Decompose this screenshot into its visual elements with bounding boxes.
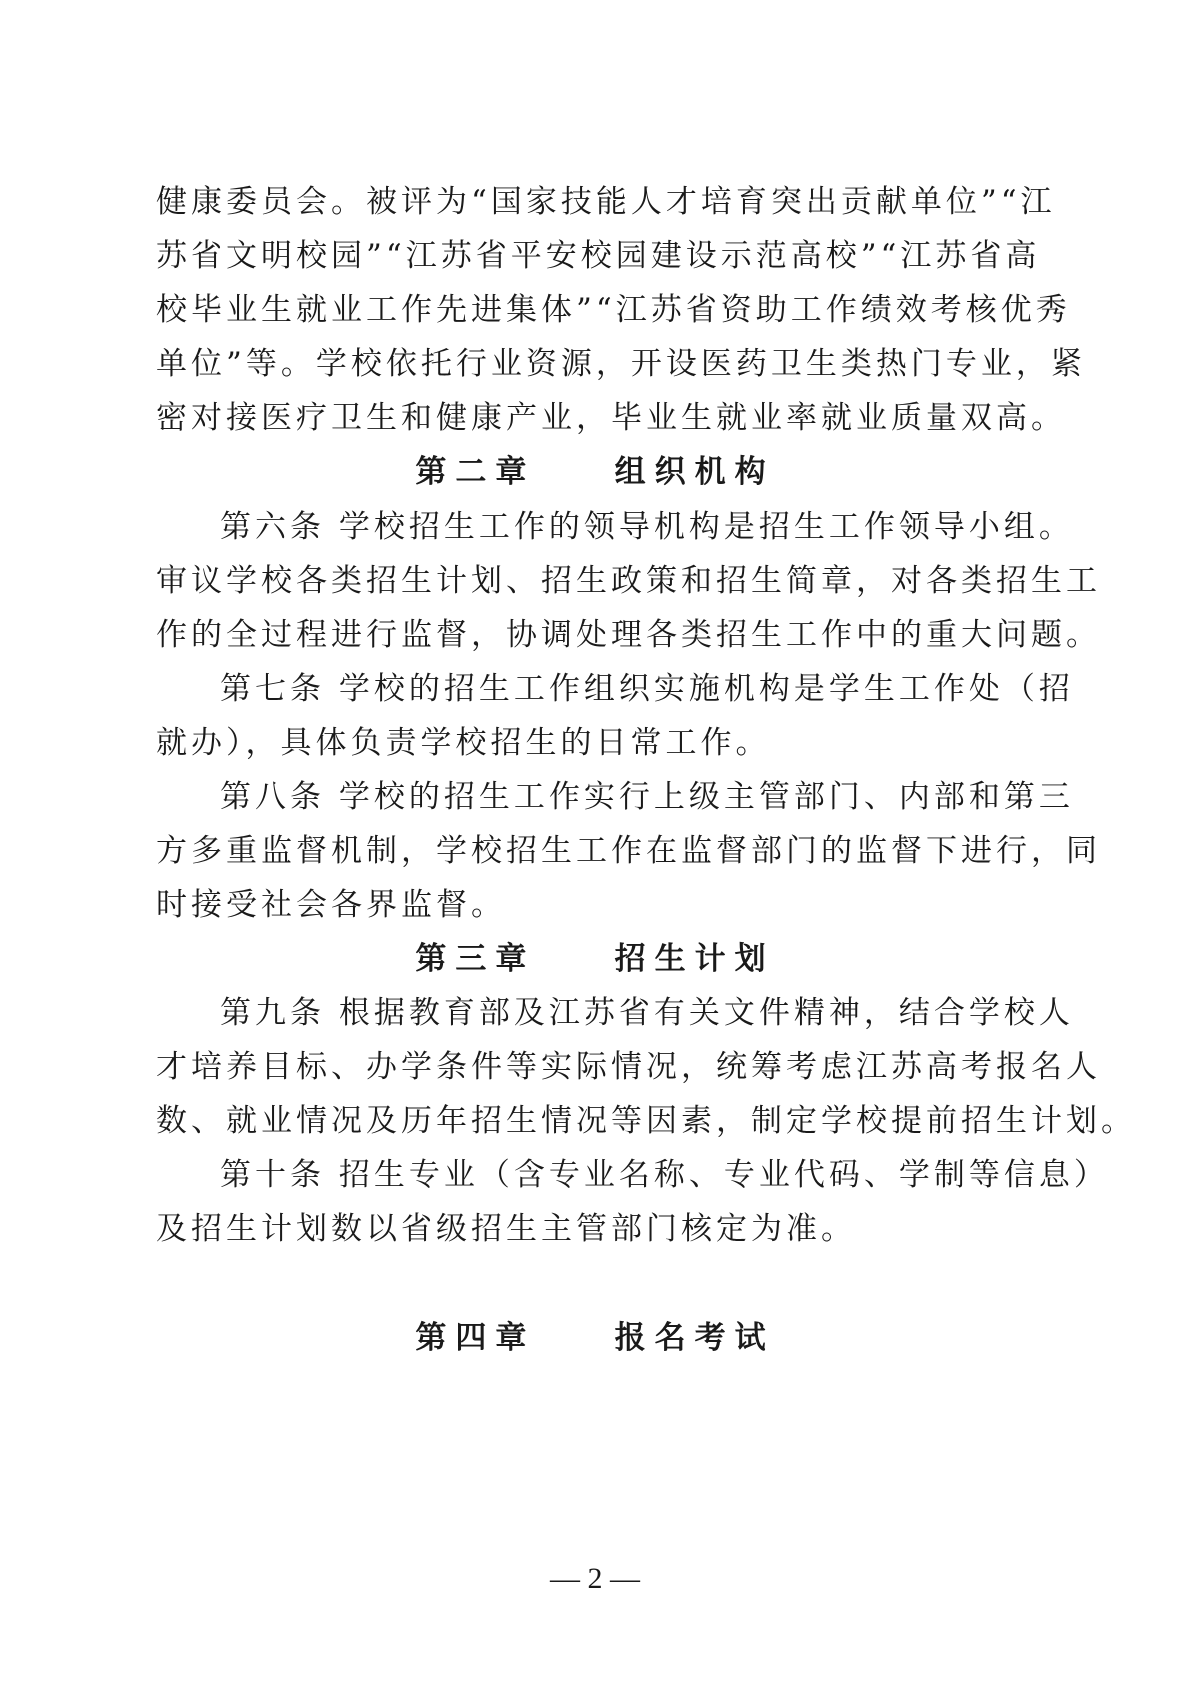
article-6-line-2: 审议学校各类招生计划、招生政策和招生简章，对各类招生工 bbox=[156, 563, 1101, 599]
intro-line-4: 单位”等。学校依托行业资源，开设医药卫生类热门专业，紧 bbox=[156, 346, 1086, 382]
article-10-line-1: 第十条 招生专业（含专业名称、专业代码、学制等信息） bbox=[220, 1157, 1109, 1193]
article-7-line-2: 就办），具体负责学校招生的日常工作。 bbox=[156, 725, 771, 761]
article-10-line-2: 及招生计划数以省级招生主管部门核定为准。 bbox=[156, 1211, 856, 1247]
intro-line-2: 苏省文明校园”“江苏省平安校园建设示范高校”“江苏省高 bbox=[156, 238, 1041, 274]
page-number: — 2 — bbox=[550, 1562, 640, 1595]
article-8-line-3: 时接受社会各界监督。 bbox=[156, 887, 506, 923]
article-9-line-3: 数、就业情况及历年招生情况等因素，制定学校提前招生计划。 bbox=[156, 1103, 1136, 1139]
article-7-line-1: 第七条 学校的招生工作组织实施机构是学生工作处（招 bbox=[220, 671, 1074, 707]
chapter-3-heading: 第三章 招生计划 bbox=[415, 941, 775, 977]
chapter-4-heading: 第四章 报名考试 bbox=[415, 1320, 775, 1356]
intro-line-5: 密对接医疗卫生和健康产业，毕业生就业率就业质量双高。 bbox=[156, 400, 1066, 436]
intro-line-3: 校毕业生就业工作先进集体”“江苏省资助工作绩效考核优秀 bbox=[156, 292, 1071, 328]
intro-line-1: 健康委员会。被评为“国家技能人才培育突出贡献单位”“江 bbox=[156, 184, 1056, 220]
article-8-line-1: 第八条 学校的招生工作实行上级主管部门、内部和第三 bbox=[220, 779, 1074, 815]
chapter-2-heading: 第二章 组织机构 bbox=[415, 454, 775, 490]
article-6-line-3: 作的全过程进行监督，协调处理各类招生工作中的重大问题。 bbox=[156, 617, 1101, 653]
article-9-line-2: 才培养目标、办学条件等实际情况，统筹考虑江苏高考报名人 bbox=[156, 1049, 1101, 1085]
article-8-line-2: 方多重监督机制，学校招生工作在监督部门的监督下进行，同 bbox=[156, 833, 1101, 869]
article-6-line-1: 第六条 学校招生工作的领导机构是招生工作领导小组。 bbox=[220, 509, 1074, 545]
article-9-line-1: 第九条 根据教育部及江苏省有关文件精神，结合学校人 bbox=[220, 995, 1074, 1031]
